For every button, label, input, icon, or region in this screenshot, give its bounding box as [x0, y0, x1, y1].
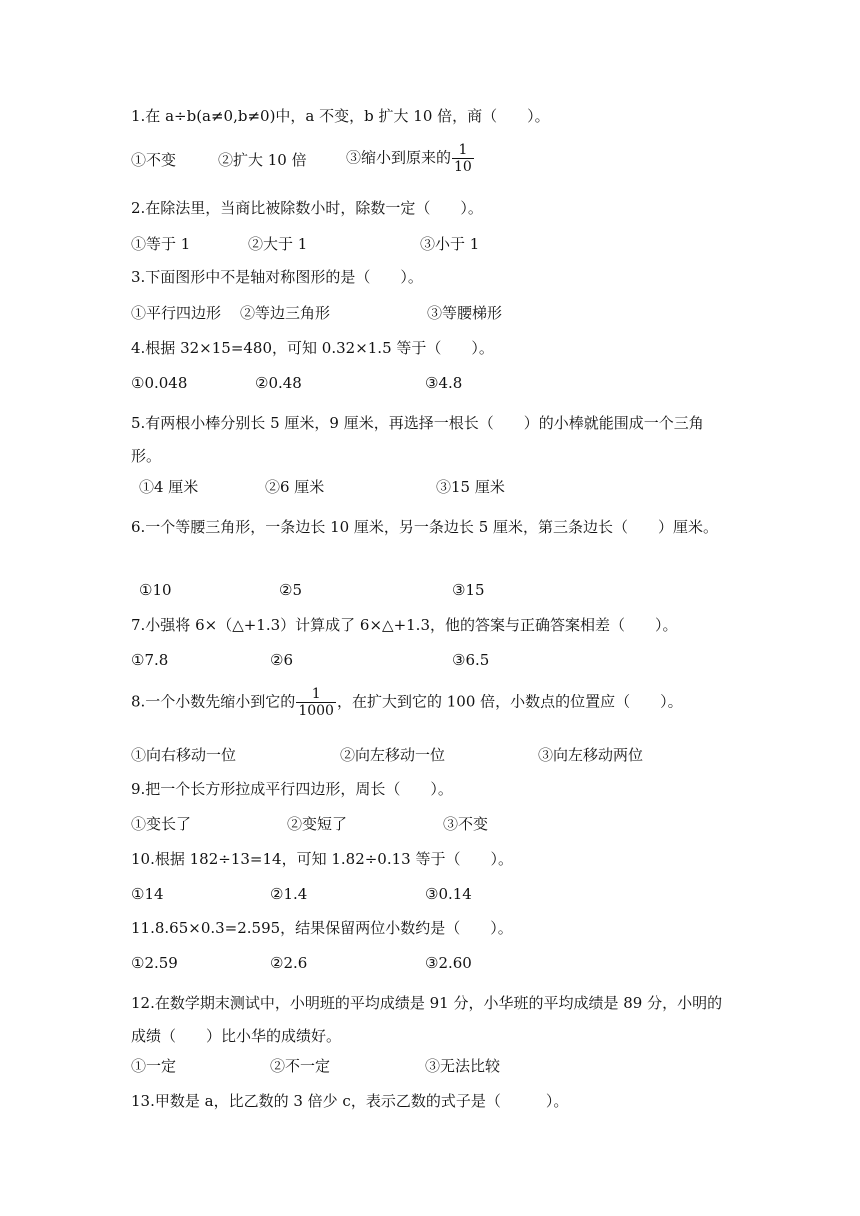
- question-1: 1.在 a÷b(a≠0,b≠0)中，a 不变，b 扩大 10 倍，商（ ）。: [131, 107, 550, 125]
- q7-option-1: ①7.8: [131, 651, 169, 669]
- q3-option-1: ①平行四边形: [131, 304, 222, 322]
- q1-option-2: ②扩大 10 倍: [218, 151, 307, 169]
- fraction-numerator: 1: [458, 142, 468, 158]
- question-10: 10.根据 182÷13=14，可知 1.82÷0.13 等于（ ）。: [131, 850, 513, 868]
- question-8: [131, 686, 683, 719]
- q12-option-3: ③无法比较: [425, 1057, 501, 1075]
- question-9: 9.把一个长方形拉成平行四边形，周长（ ）。: [131, 780, 453, 798]
- q5-option-1: ①4 厘米: [139, 478, 199, 496]
- q8-option-1: ①向右移动一位: [131, 746, 237, 764]
- q6-option-3: ③15: [452, 581, 485, 599]
- question-12: 12.在数学期末测试中，小明班的平均成绩是 91 分，小华班的平均成绩是 89 分，小明的成绩（ ）比小华的成绩好。: [131, 994, 723, 1045]
- fraction-denominator: 1000: [298, 703, 334, 719]
- question-4: 4.根据 32×15=480，可知 0.32×1.5 等于（ ）。: [131, 339, 494, 357]
- q9-option-1: ①变长了: [131, 815, 192, 833]
- q2-option-1: ①等于 1: [131, 235, 191, 253]
- q7-option-3: ③6.5: [452, 651, 490, 669]
- q2-option-3: ③小于 1: [420, 235, 480, 253]
- question-3: 3.下面图形中不是轴对称图形的是（ ）。: [131, 268, 423, 286]
- question-11: 11.8.65×0.3=2.595，结果保留两位小数约是（ ）。: [131, 919, 513, 937]
- fraction-numerator: 1: [311, 686, 321, 702]
- q1-option-1: ①不变: [131, 151, 177, 169]
- question-8-text-end: ，在扩大到它的 100 倍，小数点的位置应（ ）。: [336, 692, 683, 711]
- q1-option-3-label: ③缩小到原来的: [346, 148, 452, 167]
- fraction-one-thousandth: [296, 686, 336, 719]
- q3-option-2: ②等边三角形: [240, 304, 331, 322]
- q4-option-2: ②0.48: [255, 374, 302, 392]
- q11-option-3: ③2.60: [425, 954, 472, 972]
- fraction-one-tenth: [452, 142, 474, 175]
- q4-option-3: ③4.8: [425, 374, 463, 392]
- q6-option-1: ①10: [139, 581, 172, 599]
- q10-option-1: ①14: [131, 885, 164, 903]
- q12-option-1: ①一定: [131, 1057, 177, 1075]
- q11-option-1: ①2.59: [131, 954, 178, 972]
- q10-option-2: ②1.4: [270, 885, 308, 903]
- q8-option-2: ②向左移动一位: [340, 746, 446, 764]
- q10-option-3: ③0.14: [425, 885, 472, 903]
- question-6: 6.一个等腰三角形，一条边长 10 厘米，另一条边长 5 厘米，第三条边长（ ）厘米。: [131, 518, 719, 536]
- question-7: 7.小强将 6×（△+1.3）计算成了 6×△+1.3，他的答案与正确答案相差（ ）。: [131, 616, 678, 634]
- q9-option-3: ③不变: [443, 815, 489, 833]
- q5-option-3: ③15 厘米: [436, 478, 505, 496]
- q12-option-2: ②不一定: [270, 1057, 331, 1075]
- question-8-text-start: 8.一个小数先缩小到它的: [131, 692, 296, 711]
- q1-option-3: [346, 142, 475, 175]
- q9-option-2: ②变短了: [287, 815, 348, 833]
- q3-option-3: ③等腰梯形: [427, 304, 503, 322]
- question-5: 5.有两根小棒分别长 5 厘米，9 厘米，再选择一根长（ ）的小棒就能围成一个三角形。: [131, 414, 704, 465]
- fraction-denominator: 10: [454, 159, 472, 175]
- q7-option-2: ②6: [270, 651, 293, 669]
- q4-option-1: ①0.048: [131, 374, 188, 392]
- q5-option-2: ②6 厘米: [265, 478, 325, 496]
- q2-option-2: ②大于 1: [248, 235, 308, 253]
- q11-option-2: ②2.6: [270, 954, 308, 972]
- q6-option-2: ②5: [279, 581, 302, 599]
- question-2: 2.在除法里，当商比被除数小时，除数一定（ ）。: [131, 199, 483, 217]
- q8-option-3: ③向左移动两位: [538, 746, 644, 764]
- question-13: 13.甲数是 a，比乙数的 3 倍少 c，表示乙数的式子是（ ）。: [131, 1092, 569, 1110]
